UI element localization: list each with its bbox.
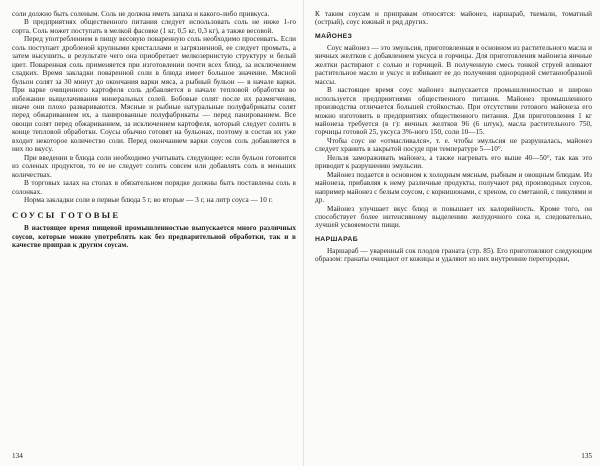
book-gutter <box>303 0 304 466</box>
paragraph: При введении в блюда соли необходимо учитывать следующее: если бульон готовится из соленых продуктов, то ее не следует солить совсем или добавлять соль в меньших количествах. <box>12 153 296 179</box>
paragraph: Чтобы соус не «отмасливался», т. е. чтобы эмульсия не разрушалась, майонез следует хранить в закрытой посуде при температуре 5—10°. <box>315 136 592 154</box>
right-page-body <box>315 33 592 264</box>
paragraph: Норма закладки соли в первые блюда 5 г, во вторые — 3 г, на литр соуса — 10 г. <box>24 195 273 204</box>
left-page <box>12 10 296 462</box>
paragraph: Майонез подается в основном к холодным мясным, рыбным и овощным блюдам. Из майонеза, прибавляя к нему различные продукты, получают ряд производных соусов, например майонез с белым соусом, с корнишонами, с хреном, со сметаной, с пикулями и др. <box>315 170 592 205</box>
subsection-heading: МАЙОНЕЗ <box>315 32 353 40</box>
page-number-right: 135 <box>581 452 592 460</box>
paragraph: Соус майонез — это эмульсия, приготовленная в основном из растительного масла и яичных желтков с добавлением уксуса и горчицы. Для приготовления майонеза яичные желтки растирают с солью и горчицей. В полученную смесь тонкой струей вливают растительное масло и уксус и взбивают ее до получения однородной сметанообразной массы. <box>315 43 592 86</box>
paragraph: В предприятиях общественного питания следует использовать соль не ниже 1-го сорта. Соль может поступать в мелкой фасовке (1 кг, 0,5 кг, 0,3 кг), а также весовой. <box>12 18 296 35</box>
section-title: СОУСЫ ГОТОВЫЕ <box>12 210 121 221</box>
paragraph: соли должно быть соленым. Соль не должна иметь запаха и какого-либо привкуса. <box>12 10 270 18</box>
paragraph: Наршараб — уваренный сок плодов граната (стр. 85). Его приготовляют следующим образом: гранаты очищают от кожицы и удаляют из них внутренние перегородки, <box>315 246 592 264</box>
paragraph: В настоящее время соус майонез выпускается промышленностью и широко используется предприятиями общественного питания. Майонез промышленного производства отличается большей стойкостью. При отсутствии готового майонеза его можно изготовить в предприятиях общественного питания. Для приготовления 1 кг майонеза требуется (в г): яичных желтков 96 (6 штук), масла растительного 750, горчицы готовой 25, уксуса 3%-ного 150, соли 10—15. <box>315 86 592 137</box>
paragraph: Нельзя замораживать майонез, а также нагревать его выше 40—50°, так как это приводит к разрушению эмульсии. <box>315 153 592 171</box>
left-page-body <box>12 10 296 204</box>
paragraph: В торговых залах на столах в обязательном порядке должны быть поставлены соль в солонках. <box>12 179 296 196</box>
right-page <box>315 10 592 462</box>
intro-paragraph: К таким соусам и приправам относятся: майонез, наршараб, ткемали, томатный (острый), соус южный и ряд других. <box>315 10 592 27</box>
subsection-heading: НАРШАРАБ <box>315 235 359 243</box>
section-paragraph: В настоящее время пищевой промышленностью выпускается много различных соусов, которые можно употреблять как без предварительной обработки, так и в качестве приправ к другим соусам. <box>12 224 296 250</box>
page-number-left: 134 <box>12 452 23 460</box>
paragraph: Перед употреблением в пищу весовую поваренную соль необходимо просеивать. Если соль поступает дробленой крупными кристаллами и загрязненной, ее следует промыть, а затем высушить, в результате чего она приобретает мелкозернистую структуру и белый цвет. Поваренная соль применяется при изготовлении почти всех блюд, за исключением сладких. Время закладки поваренной соли в блюда имеет большое значение. Мясной бульон солят за 30 минут до окончания варки мяса, а рыбный бульон — в начале варки. При варке очищенного картофеля соль добавляется в начале тепловой обработки во избежание выщелачивания минеральных солей. Бобовые солят после их размягчения, иначе они плохо развариваются. Мясные и рыбные натуральные полуфабрикаты солят перед обжариванием их, а панированные полуфабрикаты — перед панированием. Все овощи солят перед обжариванием, за исключением картофеля, который следует солить в конце тепловой обработки. Соусы обычно готовят на бульонах, поэтому в состав их уже входит некоторое количество соли. Перед окончанием варки соусов соль добавляется в них по вкусу. <box>12 35 296 154</box>
paragraph: Майонез улучшает вкус блюд и повышает их калорийность. Кроме того, он способствует более интенсивному выделению желудочного сока и, следовательно, лучшей усвояемости пищи. <box>315 204 592 230</box>
